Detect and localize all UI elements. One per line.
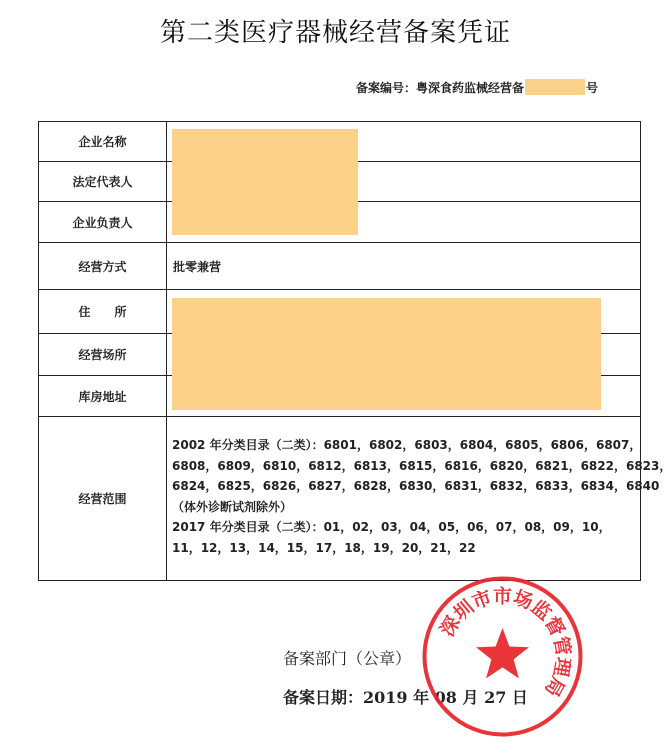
seal-char: 监 (526, 595, 556, 626)
official-seal (420, 574, 585, 739)
label-domicile: 住 所 (39, 290, 167, 334)
redaction-block-addresses (172, 298, 601, 410)
scope-line: 2002 年分类目录（二类）：6801，6802，6803，6804，6805，6806，6807， (172, 438, 642, 452)
record-number-prefix: 备案编号：粤深食药监械经营备 (356, 81, 525, 95)
label-business-premises: 经营场所 (39, 334, 167, 376)
business-scope-text (172, 435, 671, 558)
record-number-suffix: 号 (586, 81, 599, 95)
scope-line: （体外诊断试剂除外） (172, 499, 293, 514)
record-number (356, 79, 598, 96)
filing-date: 备案日期：2019 年 08 月 27 日 (283, 688, 528, 707)
label-person-in-charge: 企业负责人 (39, 202, 167, 243)
table-row (39, 243, 641, 290)
label-business-mode: 经营方式 (39, 243, 167, 290)
seal-char: 圳 (449, 595, 479, 626)
label-legal-representative: 法定代表人 (39, 162, 167, 202)
label-business-scope: 经营范围 (39, 417, 167, 581)
seal-char: 局 (540, 672, 569, 701)
seal-star-icon (476, 628, 529, 678)
seal-char: 市 (492, 585, 513, 608)
seal-char: 市 (469, 586, 495, 614)
scope-line: 6824，6825，6826，6827，6828，6830，6831，6832，6833，6834，6840 (172, 479, 660, 493)
value-business-mode: 批零兼营 (167, 243, 641, 290)
label-warehouse-address: 库房地址 (39, 376, 167, 417)
seal-char: 理 (549, 655, 575, 679)
seal-char: 场 (510, 586, 536, 614)
filing-department: 备案部门（公章） (283, 649, 412, 668)
scope-line: 11，12，13，14，15，17，18，19，20，21，22 (172, 540, 476, 555)
scope-line: 2017 年分类目录（二类）：01，02，03，04，05，06，07，08，09，10， (172, 520, 611, 534)
record-number-redaction (525, 79, 585, 95)
label-company-name: 企业名称 (39, 122, 167, 162)
redaction-block-names (172, 129, 358, 235)
scope-line: 6808，6809，6810，6812，6813，6815，6816，6820，6821，6822，6823， (172, 458, 671, 473)
seal-char: 督 (540, 612, 569, 641)
seal-char: 深 (436, 612, 465, 641)
seal-char: 管 (549, 634, 575, 658)
document-title: 第二类医疗器械经营备案凭证 (159, 18, 511, 48)
